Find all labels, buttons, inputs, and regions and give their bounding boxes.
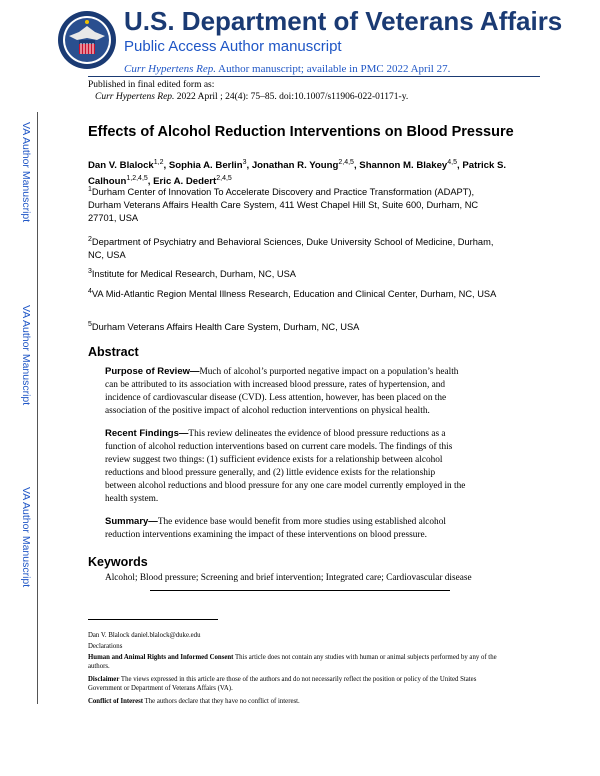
header-divider bbox=[88, 76, 540, 77]
abstract-heading: Abstract bbox=[88, 345, 139, 359]
footnote-declarations: Declarations bbox=[88, 643, 123, 650]
keywords-heading: Keywords bbox=[88, 555, 148, 569]
email-link[interactable]: daniel.blalock@duke.edu bbox=[131, 632, 201, 639]
keywords-divider bbox=[150, 590, 450, 591]
affiliation: $^4$VA Mid-Atlantic Region Mental Illness Research, Education and Clinical Center, Durham, NC, USA bbox=[88, 288, 497, 300]
footnote-divider bbox=[88, 619, 218, 620]
agency-title: U.S. Department of Veterans Affairs bbox=[124, 6, 563, 36]
affiliation: $^1$Durham Center of Innovation To Accelerate Discovery and Practice Transformation (ADAPT), Durham Veterans Affairs Health Care System, 411 West Chapel Hill St, Suite 600, Durham, NC 27701, USA bbox=[88, 186, 479, 224]
va-seal-logo bbox=[57, 10, 117, 70]
keywords-list: Alcohol; Blood pressure; Screening and brief intervention; Integrated care; Cardiovascular disease bbox=[105, 573, 472, 583]
sidebar-label: VA Author Manuscript bbox=[20, 122, 32, 223]
affiliation: $^5$Durham Veterans Affairs Health Care System, Durham, NC, USA bbox=[88, 321, 360, 333]
author: Sophia A. Berlin$^3$, bbox=[168, 159, 252, 172]
author: Eric A. Dedert$^{2,4,5}$ bbox=[153, 175, 232, 188]
sidebar-label: VA Author Manuscript bbox=[20, 487, 32, 588]
published-citation: Curr Hypertens Rep. 2022 April ; 24(4): 75–85. doi:10.1007/s11906-022-01171-y. bbox=[95, 92, 409, 102]
author: Patrick S. Calhoun$^{1,2,4,5}$, bbox=[88, 160, 507, 188]
published-label: Published in final edited form as: bbox=[88, 80, 215, 90]
footnote-human-rights: Human and Animal Rights and Informed Consent This article does not contain any studies with human or animal subjects performed by any of the authors. bbox=[88, 654, 497, 670]
author: Jonathan R. Young$^{2,4,5}$, bbox=[251, 159, 360, 172]
affiliation: $^2$Department of Psychiatry and Behavioral Sciences, Duke University School of Medicine, Durham, NC, USA bbox=[88, 236, 494, 261]
author: Dan V. Blalock$^{1,2}$, bbox=[88, 159, 169, 172]
footnote-conflict: Conflict of Interest The authors declare that they have no conflict of interest. bbox=[88, 698, 300, 705]
affiliation: $^3$Institute for Medical Research, Durham, NC, USA bbox=[88, 268, 296, 280]
availability-note: Curr Hypertens Rep. Author manuscript; available in PMC 2022 April 27. bbox=[124, 63, 451, 75]
author: Shannon M. Blakey$^{4,5}$, bbox=[359, 159, 463, 172]
footnote-disclaimer: Disclaimer The views expressed in this article are those of the authors and do not necessarily reflect the position or policy of the United States Government or Department of Veterans Affairs (VA). bbox=[88, 676, 477, 692]
sidebar-label: VA Author Manuscript bbox=[20, 305, 32, 406]
abstract-purpose: Purpose of Review—Much of alcohol’s purported negative impact on a population’s health can be attributed to its association with increased blood pressure, rates of hypertension, and incidence of cardiovascular disease (CVD). Less attention, however, has been placed on the association of the positive impact of alcohol reduction interventions on physical health. bbox=[105, 366, 459, 416]
manuscript-subtitle: Public Access Author manuscript bbox=[124, 38, 342, 55]
footnote-correspondence: Dan V. Blalock daniel.blalock@duke.edu bbox=[88, 632, 201, 639]
article-title: Effects of Alcohol Reduction Interventions on Blood Pressure bbox=[88, 124, 514, 140]
abstract-summary: Summary—The evidence base would benefit from more studies using established alcohol reduction interventions examining the impact of these interventions on blood pressure. bbox=[105, 516, 446, 540]
sidebar-divider bbox=[37, 112, 38, 704]
abstract-findings: Recent Findings—This review delineates the evidence of blood pressure reductions as a function of alcohol reduction interventions based on current care models. The findings of this review suggest two things: (1) sufficient evidence exists for a relationship between alcohol reductions and blood pressure generally, and (2) little evidence exists for the relationship between alcohol reductions and blood pressure for any one care model currently employed in the health system. bbox=[105, 428, 466, 504]
